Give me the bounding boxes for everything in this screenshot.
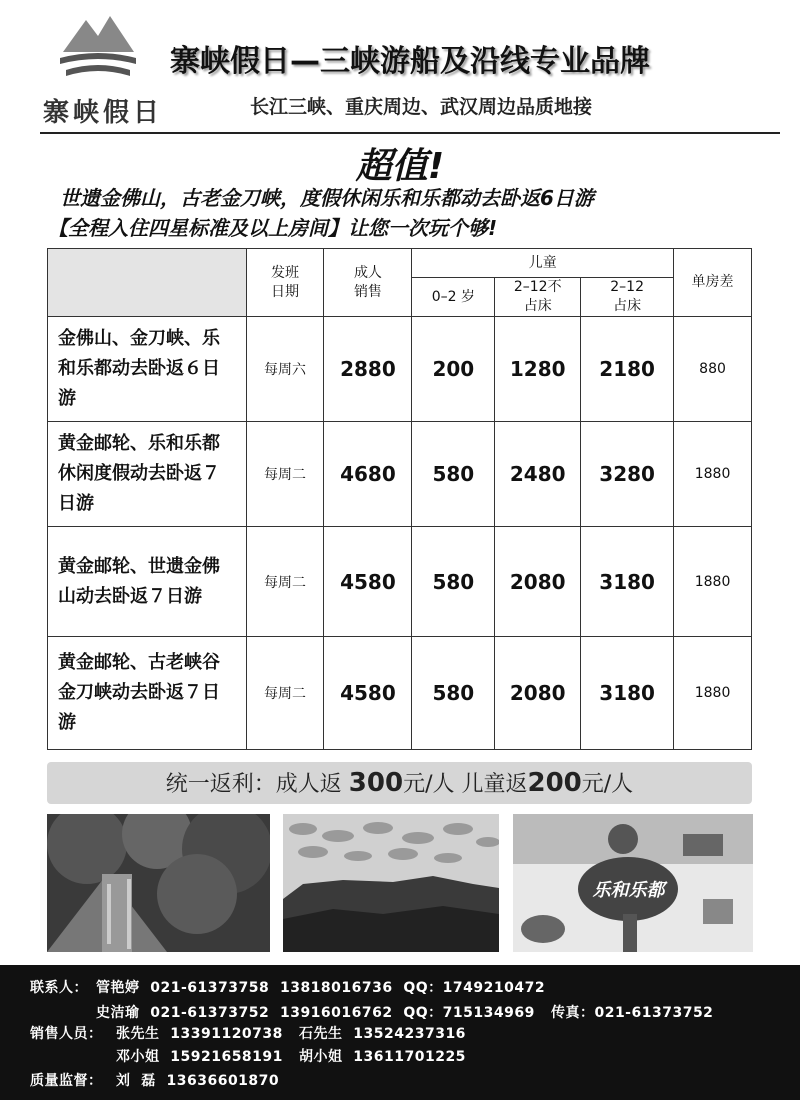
departure-day: 每周二 (246, 422, 324, 527)
child-0-2-price: 580 (412, 422, 495, 527)
single-supplement: 1880 (674, 422, 752, 527)
theme-park-sign: 乐和乐都 (592, 880, 665, 901)
header-child-group: 儿童 (412, 249, 674, 278)
header-child-2-12-nobed: 2–12不占床 (495, 278, 581, 317)
departure-day: 每周二 (246, 527, 324, 637)
header-single-supplement: 单房差 (674, 249, 752, 317)
child-nobed-price: 2080 (495, 637, 581, 750)
rebate-child-amount: 200 (527, 768, 582, 798)
child-nobed-price: 1280 (495, 317, 581, 422)
table-row (48, 422, 752, 527)
table-row (48, 637, 752, 750)
header-child-2-12-bed: 2–12占床 (581, 278, 674, 317)
route-name: 黄金邮轮、乐和乐都休闲度假动去卧返７日游 (48, 422, 247, 527)
rebate-prefix: 统一返利：成人返 (165, 772, 349, 797)
adult-price: 4580 (324, 527, 412, 637)
page-headline: 寨峡假日—三峡游船及沿线专业品牌 (170, 44, 650, 79)
photo-mountain-clouds (283, 814, 499, 952)
brand-logo (28, 12, 178, 128)
route-name: 黄金邮轮、古老峡谷金刀峡动去卧返７日游 (48, 637, 247, 750)
promo-line-2: 【全程入住四星标准及以上房间】让您一次玩个够! (48, 216, 498, 240)
contact-footer (0, 965, 800, 1100)
page-subheadline: 长江三峡、重庆周边、武汉周边品质地接 (250, 96, 593, 118)
header-adult: 成人销售 (324, 249, 412, 317)
header-departure: 发班日期 (246, 249, 324, 317)
qc-line: 刘 磊 13636601870 (116, 1073, 280, 1089)
child-bed-price: 3180 (581, 637, 674, 750)
rebate-adult-unit: 元/人 儿童返 (403, 772, 528, 797)
price-table (47, 248, 752, 750)
contact-line-1: 管艳婷 021-61373758 13818016736 QQ：1749210472 (96, 980, 546, 996)
child-bed-price: 3180 (581, 527, 674, 637)
single-supplement: 880 (674, 317, 752, 422)
table-header-row (48, 249, 752, 278)
single-supplement: 1880 (674, 527, 752, 637)
child-0-2-price: 580 (412, 637, 495, 750)
route-name: 黄金邮轮、世遗金佛山动去卧返７日游 (48, 527, 247, 637)
route-name: 金佛山、金刀峡、乐和乐都动去卧返６日游 (48, 317, 247, 422)
photo-forest-boardwalk (47, 814, 270, 952)
sales-line-1: 张先生 13391120738 石先生 13524237316 (116, 1026, 466, 1042)
departure-day: 每周六 (246, 317, 324, 422)
adult-price: 4580 (324, 637, 412, 750)
rebate-child-unit: 元/人 (581, 772, 634, 797)
sales-label: 销售人员： (30, 1026, 103, 1042)
contact-line-2: 史洁瑜 021-61373752 13916016762 QQ：715134969 传真：021-61373752 (96, 1005, 714, 1021)
child-nobed-price: 2080 (495, 527, 581, 637)
child-nobed-price: 2480 (495, 422, 581, 527)
rebate-banner (47, 762, 752, 804)
child-bed-price: 2180 (581, 317, 674, 422)
promo-title: 超值! (355, 146, 445, 187)
mountain-logo-icon (58, 12, 138, 82)
single-supplement: 1880 (674, 637, 752, 750)
brand-name: 寨峡假日 (42, 98, 163, 128)
contact-label: 联系人： (30, 980, 88, 996)
sales-line-2: 邓小姐 15921658191 胡小姐 13611701225 (116, 1049, 466, 1065)
header-route (48, 249, 247, 317)
header-divider (40, 132, 780, 134)
adult-price: 2880 (324, 317, 412, 422)
photo-theme-park (513, 814, 753, 952)
table-row (48, 527, 752, 637)
table-row (48, 317, 752, 422)
promo-line-1: 世遗金佛山，古老金刀峡，度假休闲乐和乐都动去卧返6日游 (60, 186, 594, 210)
qc-label: 质量监督： (30, 1073, 103, 1089)
header-child-0-2: 0–2 岁 (412, 278, 495, 317)
adult-price: 4680 (324, 422, 412, 527)
child-bed-price: 3280 (581, 422, 674, 527)
departure-day: 每周二 (246, 637, 324, 750)
child-0-2-price: 200 (412, 317, 495, 422)
rebate-adult-amount: 300 (348, 768, 404, 798)
child-0-2-price: 580 (412, 527, 495, 637)
